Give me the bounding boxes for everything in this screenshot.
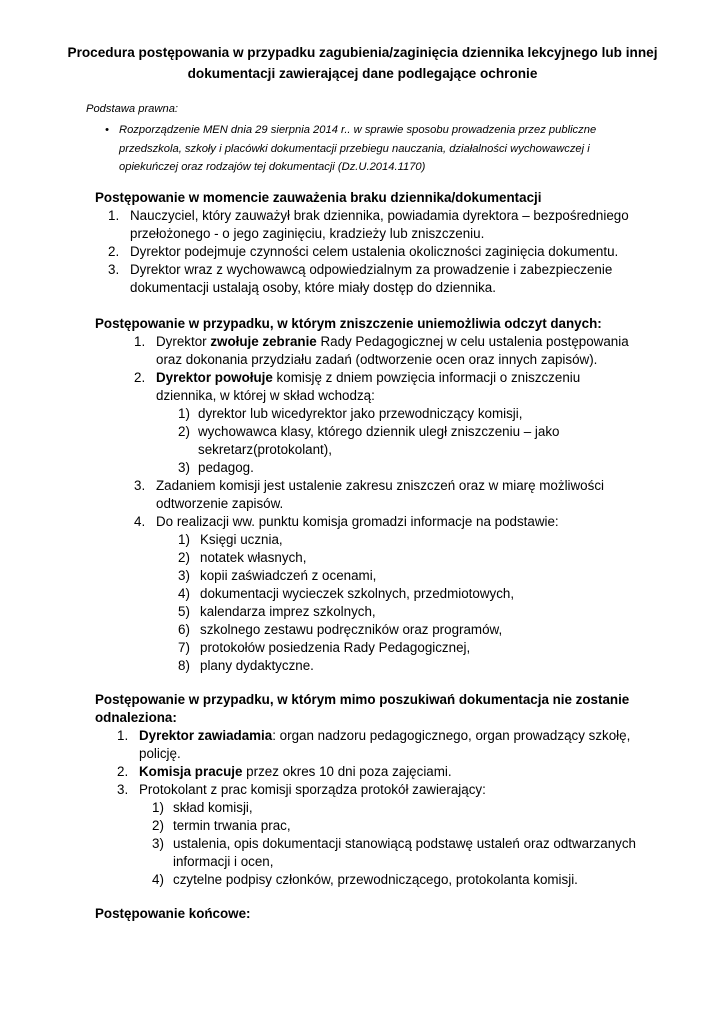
item-text: Dyrektor zwołuje zebranie Rady Pedagogicznej w celu ustalenia postępowania oraz dokonania przydziału zadań (odtworzenie ocen oraz innych zapisów). [156,334,629,367]
item-number: 1) [178,406,190,421]
item-text: kopii zaświadczeń z ocenami, [200,568,377,583]
item-number: 2) [178,550,190,565]
item-number: 4) [178,586,190,601]
item-text: termin trwania prac, [173,818,291,833]
item-number: 1) [152,800,164,815]
item-number: 2. [134,370,146,385]
bullet-icon: • [105,124,109,136]
item-text: dyrektor lub wicedyrektor jako przewodniczący komisji, [198,406,523,421]
item-text: wychowawca klasy, którego dziennik uległ zniszczeniu – jako sekretarz(protokolant), [198,424,560,457]
item-text: Nauczyciel, który zauważył brak dziennika, powiadamia dyrektora – bezpośredniego przełożonego - o jego zaginięciu, kradzieży lub zniszczeniu. [130,208,629,241]
item-text: notatek własnych, [200,550,307,565]
item-text: ustalenia, opis dokumentacji stanowiącą podstawę ustaleń oraz odtwarzanych informacji i ocen, [173,836,636,869]
item-text: Zadaniem komisji jest ustalenie zakresu zniszczeń oraz w miarę możliwości odtworzenie zapisów. [156,478,604,511]
item-number: 3. [134,478,146,493]
item-number: 3) [152,836,164,851]
item-number: 5) [178,604,190,619]
item-text: Dyrektor zawiadamia: organ nadzoru pedagogicznego, organ prowadzący szkołę, policję. [139,728,631,761]
item-number: 1. [108,208,120,223]
section-heading-damage: Postępowanie w przypadku, w którym zniszczenie uniemożliwia odczyt danych: [95,316,602,331]
item-number: 3) [178,460,190,475]
item-number: 1. [117,728,129,743]
item-number: 8) [178,658,190,673]
item-number: 1) [178,532,190,547]
item-text: Dyrektor powołuje komisję z dniem powzięcia informacji o zniszczeniu dziennika, w której w skład wchodzą: [156,370,581,403]
document-title: Procedura postępowania w przypadku zagubienia/zaginięcia dziennika lekcyjnego lub innej dokumentacji zawierającej dane podlegające ochronie [67,45,658,81]
item-number: 3. [108,262,120,277]
item-number: 7) [178,640,190,655]
item-text: protokołów posiedzenia Rady Pedagogicznej, [200,640,471,655]
item-text: pedagog. [198,460,254,475]
item-number: 1. [134,334,146,349]
item-text: Do realizacji ww. punktu komisja gromadzi informacje na podstawie: [156,514,559,529]
section-heading-final: Postępowanie końcowe: [95,906,251,921]
item-number: 2. [108,244,120,259]
item-number: 2) [152,818,164,833]
item-number: 4) [152,872,164,887]
legal-basis-text: Rozporządzenie MEN dnia 29 sierpnia 2014 r.. w sprawie sposobu prowadzenia przez publiczne przedszkola, szkoły i placówki dokumentacji przebiegu nauczania, działalności wychowawczej i opiekuńczej oraz rodzajów tej dokumentacji (Dz.U.2014.1170) [119,124,597,173]
item-text: dokumentacji wycieczek szkolnych, przedmiotowych, [200,586,515,601]
item-text: szkolnego zestawu podręczników oraz programów, [200,622,503,637]
item-text: Komisja pracuje przez okres 10 dni poza zajęciami. [139,764,452,779]
item-text: Protokolant z prac komisji sporządza protokół zawierający: [139,782,486,797]
item-number: 2) [178,424,190,439]
section-heading-not-found: Postępowanie w przypadku, w którym mimo poszukiwań dokumentacja nie zostanie odnaleziona: [95,692,630,725]
item-text: Księgi ucznia, [200,532,283,547]
item-text: kalendarza imprez szkolnych, [200,604,376,619]
item-text: Dyrektor podejmuje czynności celem ustalenia okoliczności zaginięcia dokumentu. [130,244,619,259]
item-text: czytelne podpisy członków, przewodniczącego, protokolanta komisji. [173,872,578,887]
item-number: 4. [134,514,146,529]
item-number: 6) [178,622,190,637]
item-text: plany dydaktyczne. [200,658,314,673]
item-number: 2. [117,764,129,779]
legal-basis-label: Podstawa prawna: [86,103,179,115]
section-heading-discovery: Postępowanie w momencie zauważenia braku dziennika/dokumentacji [95,190,542,205]
item-text: Dyrektor wraz z wychowawcą odpowiedzialnym za prowadzenie i zabezpieczenie dokumentacji ustalają osoby, które miały dostęp do dziennika. [130,262,613,295]
item-text: skład komisji, [173,800,253,815]
item-number: 3) [178,568,190,583]
item-number: 3. [117,782,129,797]
